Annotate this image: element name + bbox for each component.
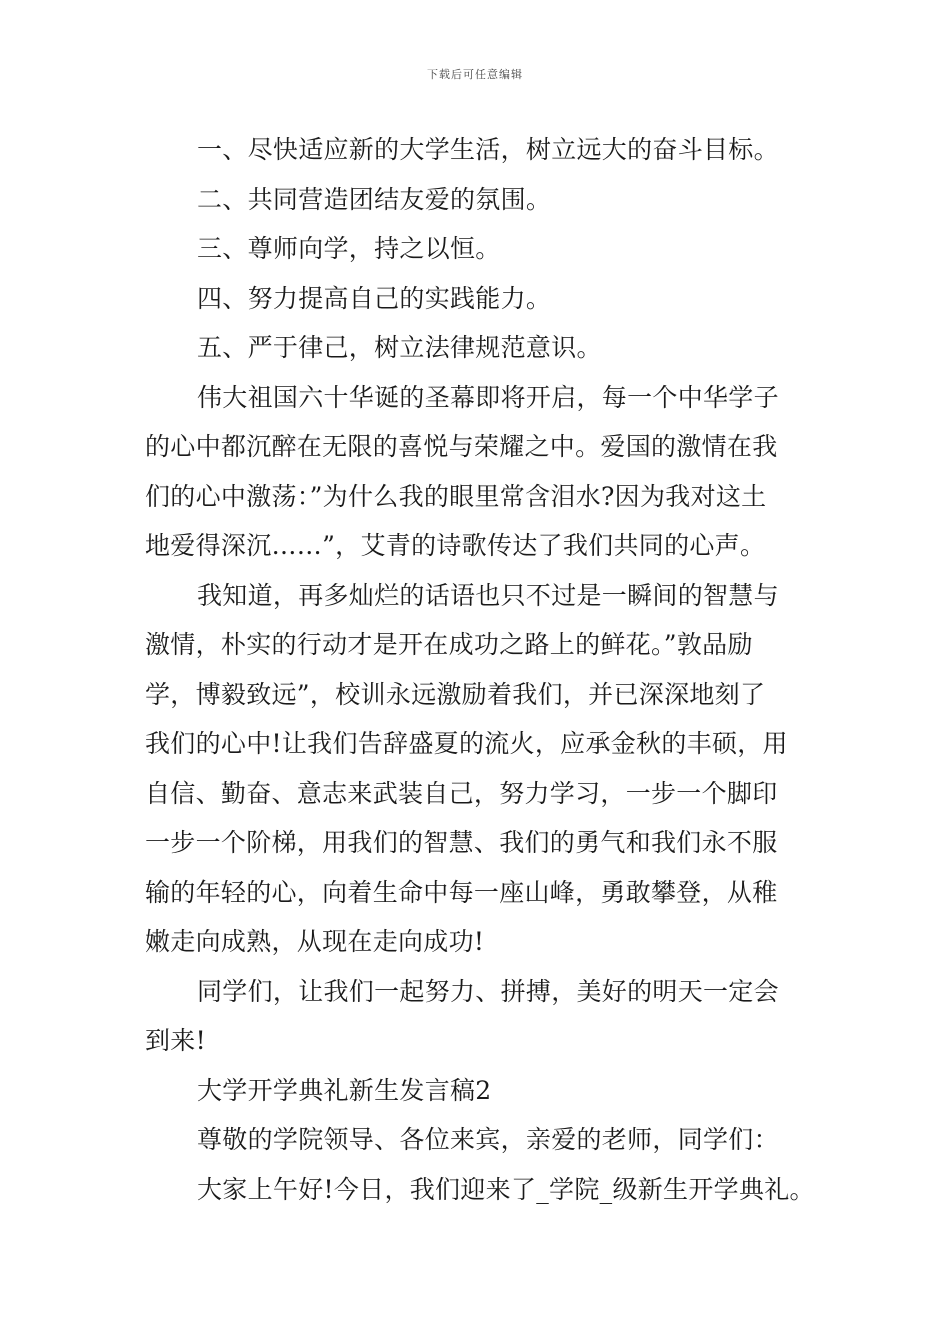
text-line: 我们的心中!让我们告辞盛夏的流火，应承金秋的丰硕，用: [145, 729, 788, 758]
text-line: 二、共同营造团结友爱的氛围。: [197, 184, 552, 214]
text-line: 输的年轻的心，向着生命中每一座山峰，勇敢攀登，从稚: [145, 877, 778, 907]
text-line: 们的心中激荡：”为什么我的眼里常含泪水?因为我对这土: [145, 481, 767, 511]
text-line: 的心中都沉醉在无限的喜悦与荣耀之中。爱国的激情在我: [145, 432, 778, 461]
text-line: 到来!: [145, 1026, 206, 1055]
text-line: 一步一个阶梯，用我们的智慧、我们的勇气和我们永不服: [145, 828, 778, 857]
text-line: 同学们，让我们一起努力、拼搏，美好的明天一定会: [197, 976, 779, 1006]
text-line: 地爱得深沉……”，艾青的诗歌传达了我们共同的心声。: [145, 531, 766, 560]
section-title: 大学开学典礼新生发言稿2: [197, 1075, 492, 1105]
text-line: 自信、勤奋、意志来武装自己，努力学习，一步一个脚印: [145, 778, 778, 808]
text-line: 四、努力提高自己的实践能力。: [197, 283, 552, 313]
text-line: 嫩走向成熟，从现在走向成功!: [145, 927, 485, 956]
text-line: 五、严于律己，树立法律规范意识。: [197, 333, 602, 362]
text-line: 一、尽快适应新的大学生活，树立远大的奋斗目标。: [197, 135, 779, 164]
text-line: 学，博毅致远”，校训永远激励着我们，并已深深地刻了: [145, 679, 766, 709]
text-line: 伟大祖国六十华诞的圣幕即将开启，每一个中华学子: [197, 382, 779, 412]
text-line: 尊敬的学院领导、各位来宾，亲爱的老师，同学们：: [197, 1125, 779, 1154]
document-body: [145, 125, 815, 1214]
text-line: 激情，朴实的行动才是开在成功之路上的鲜花。”敦品励: [145, 630, 753, 659]
page-header: 下载后可任意编辑: [427, 68, 523, 81]
text-line: 大家上午好!今日，我们迎来了_学院_级新生开学典礼。: [197, 1174, 815, 1204]
text-line: 三、尊师向学，持之以恒。: [197, 234, 501, 263]
text-line: 我知道，再多灿烂的话语也只不过是一瞬间的智慧与: [197, 580, 779, 610]
